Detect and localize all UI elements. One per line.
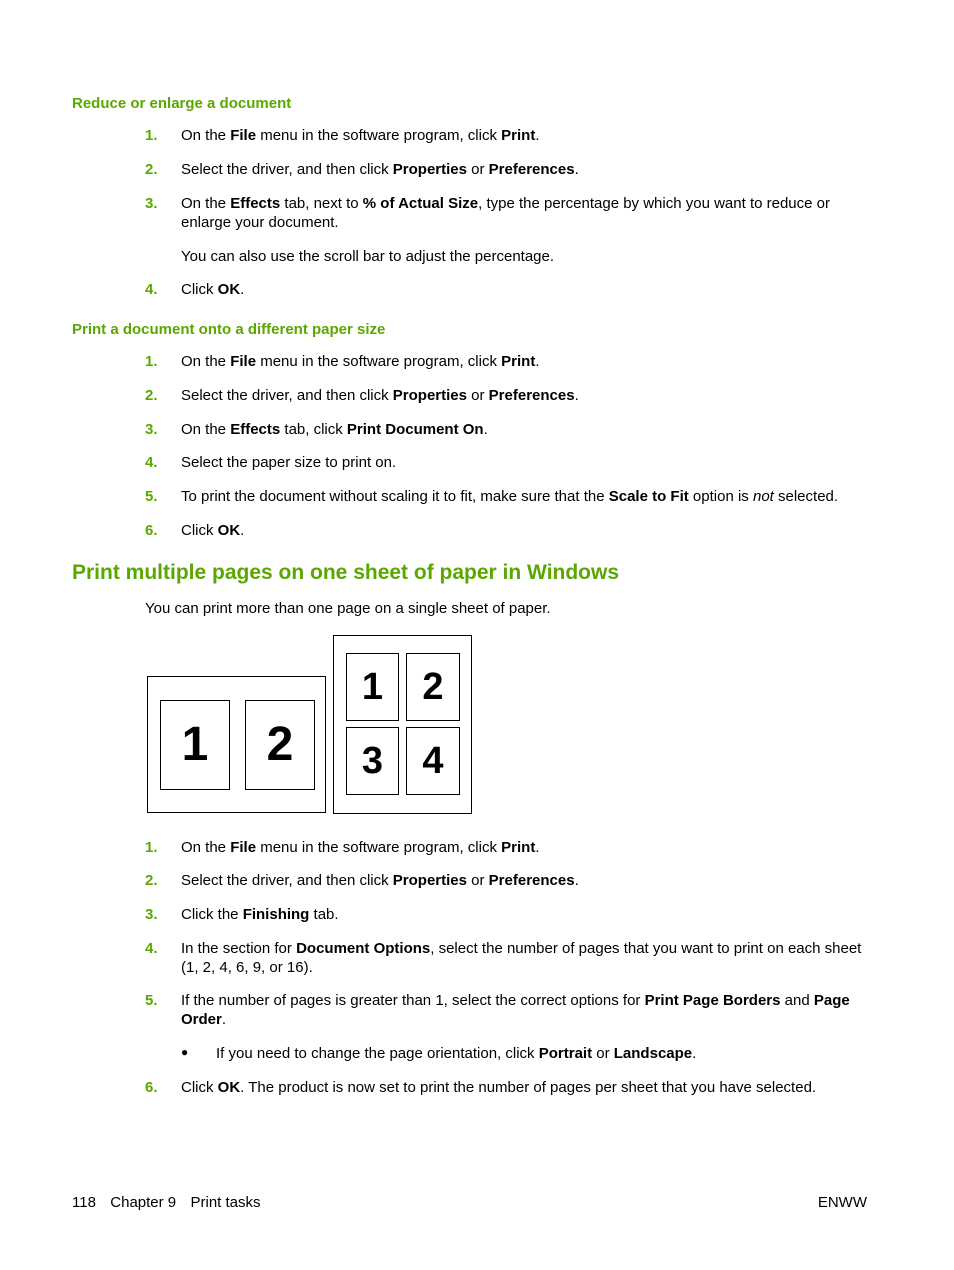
page-number: 2 <box>266 718 294 771</box>
step-text: To print the document without scaling it to fit, make sure that the Scale to Fit option is not selected. <box>181 488 839 505</box>
page-number: 4 <box>422 740 444 782</box>
page-thumbnail <box>406 653 460 721</box>
two-up-sheet <box>147 676 326 813</box>
page-number: 3 <box>361 740 384 782</box>
step-text: If the number of pages is greater than 1, select the correct options for Print Page Borders and Page Order. <box>181 992 850 1028</box>
section-heading-reduce-enlarge: Reduce or enlarge a document <box>72 95 292 112</box>
chapter-label: Chapter 9 <box>110 1194 177 1211</box>
step-number: 2. <box>145 161 158 178</box>
step-number: 1. <box>145 353 158 370</box>
step-number: 1. <box>145 839 158 856</box>
step-text: Click the Finishing tab. <box>181 906 339 923</box>
step-number: 1. <box>145 127 158 144</box>
page-thumbnail <box>346 653 399 721</box>
page-footer-right: ENWW <box>817 1194 867 1211</box>
step-number: 3. <box>145 906 158 923</box>
step-note: You can also use the scroll bar to adjust the percentage. <box>181 248 555 265</box>
step-number: 5. <box>145 992 158 1009</box>
step-text: Click OK. <box>181 281 245 298</box>
step-number: 4. <box>145 281 158 298</box>
bullet-icon: ● <box>181 1045 189 1059</box>
page-number: 118 <box>72 1194 96 1211</box>
page-thumbnail <box>160 700 230 790</box>
section-title-multiple-pages: Print multiple pages on one sheet of paper in Windows <box>72 561 620 584</box>
step-number: 2. <box>145 387 158 404</box>
page-thumbnail <box>406 727 460 795</box>
page-number: 1 <box>181 718 209 771</box>
step-text: On the File menu in the software program, click Print. <box>181 127 540 144</box>
step-text: On the Effects tab, click Print Document On. <box>181 421 488 438</box>
page-number: 2 <box>422 666 444 708</box>
step-text: Click OK. <box>181 522 245 539</box>
step-number: 4. <box>145 454 158 471</box>
step-number: 6. <box>145 522 158 539</box>
step-number: 2. <box>145 872 158 889</box>
step-text: On the File menu in the software program, click Print. <box>181 839 540 856</box>
step-text: Select the driver, and then click Properties or Preferences. <box>181 161 579 178</box>
section-heading-paper-size: Print a document onto a different paper size <box>72 321 386 338</box>
step-number: 4. <box>145 940 158 957</box>
step-text: Click OK. The product is now set to print the number of pages per sheet that you have selected. <box>181 1079 817 1096</box>
four-up-sheet <box>333 635 472 814</box>
step-text: Select the driver, and then click Properties or Preferences. <box>181 872 579 889</box>
step-number: 6. <box>145 1079 158 1096</box>
step-number: 3. <box>145 421 158 438</box>
page-number: 1 <box>361 666 384 708</box>
step-text: On the File menu in the software program, click Print. <box>181 353 540 370</box>
step-text: In the section for Document Options, select the number of pages that you want to print on each sheet (1, 2, 4, 6, 9, or 16). <box>181 940 862 976</box>
step-number: 5. <box>145 488 158 505</box>
page-footer-left <box>72 1194 261 1211</box>
step-text: Select the paper size to print on. <box>181 454 397 471</box>
step-text: Select the driver, and then click Properties or Preferences. <box>181 387 579 404</box>
section-intro: You can print more than one page on a single sheet of paper. <box>145 600 551 617</box>
step-number: 3. <box>145 195 158 212</box>
step-text: On the Effects tab, next to % of Actual Size, type the percentage by which you want to reduce or enlarge your document. <box>181 195 830 231</box>
page-thumbnail <box>245 700 315 790</box>
page-thumbnail <box>346 727 399 795</box>
chapter-title: Print tasks <box>190 1194 261 1211</box>
bullet-text: If you need to change the page orientation, click Portrait or Landscape. <box>216 1045 697 1062</box>
